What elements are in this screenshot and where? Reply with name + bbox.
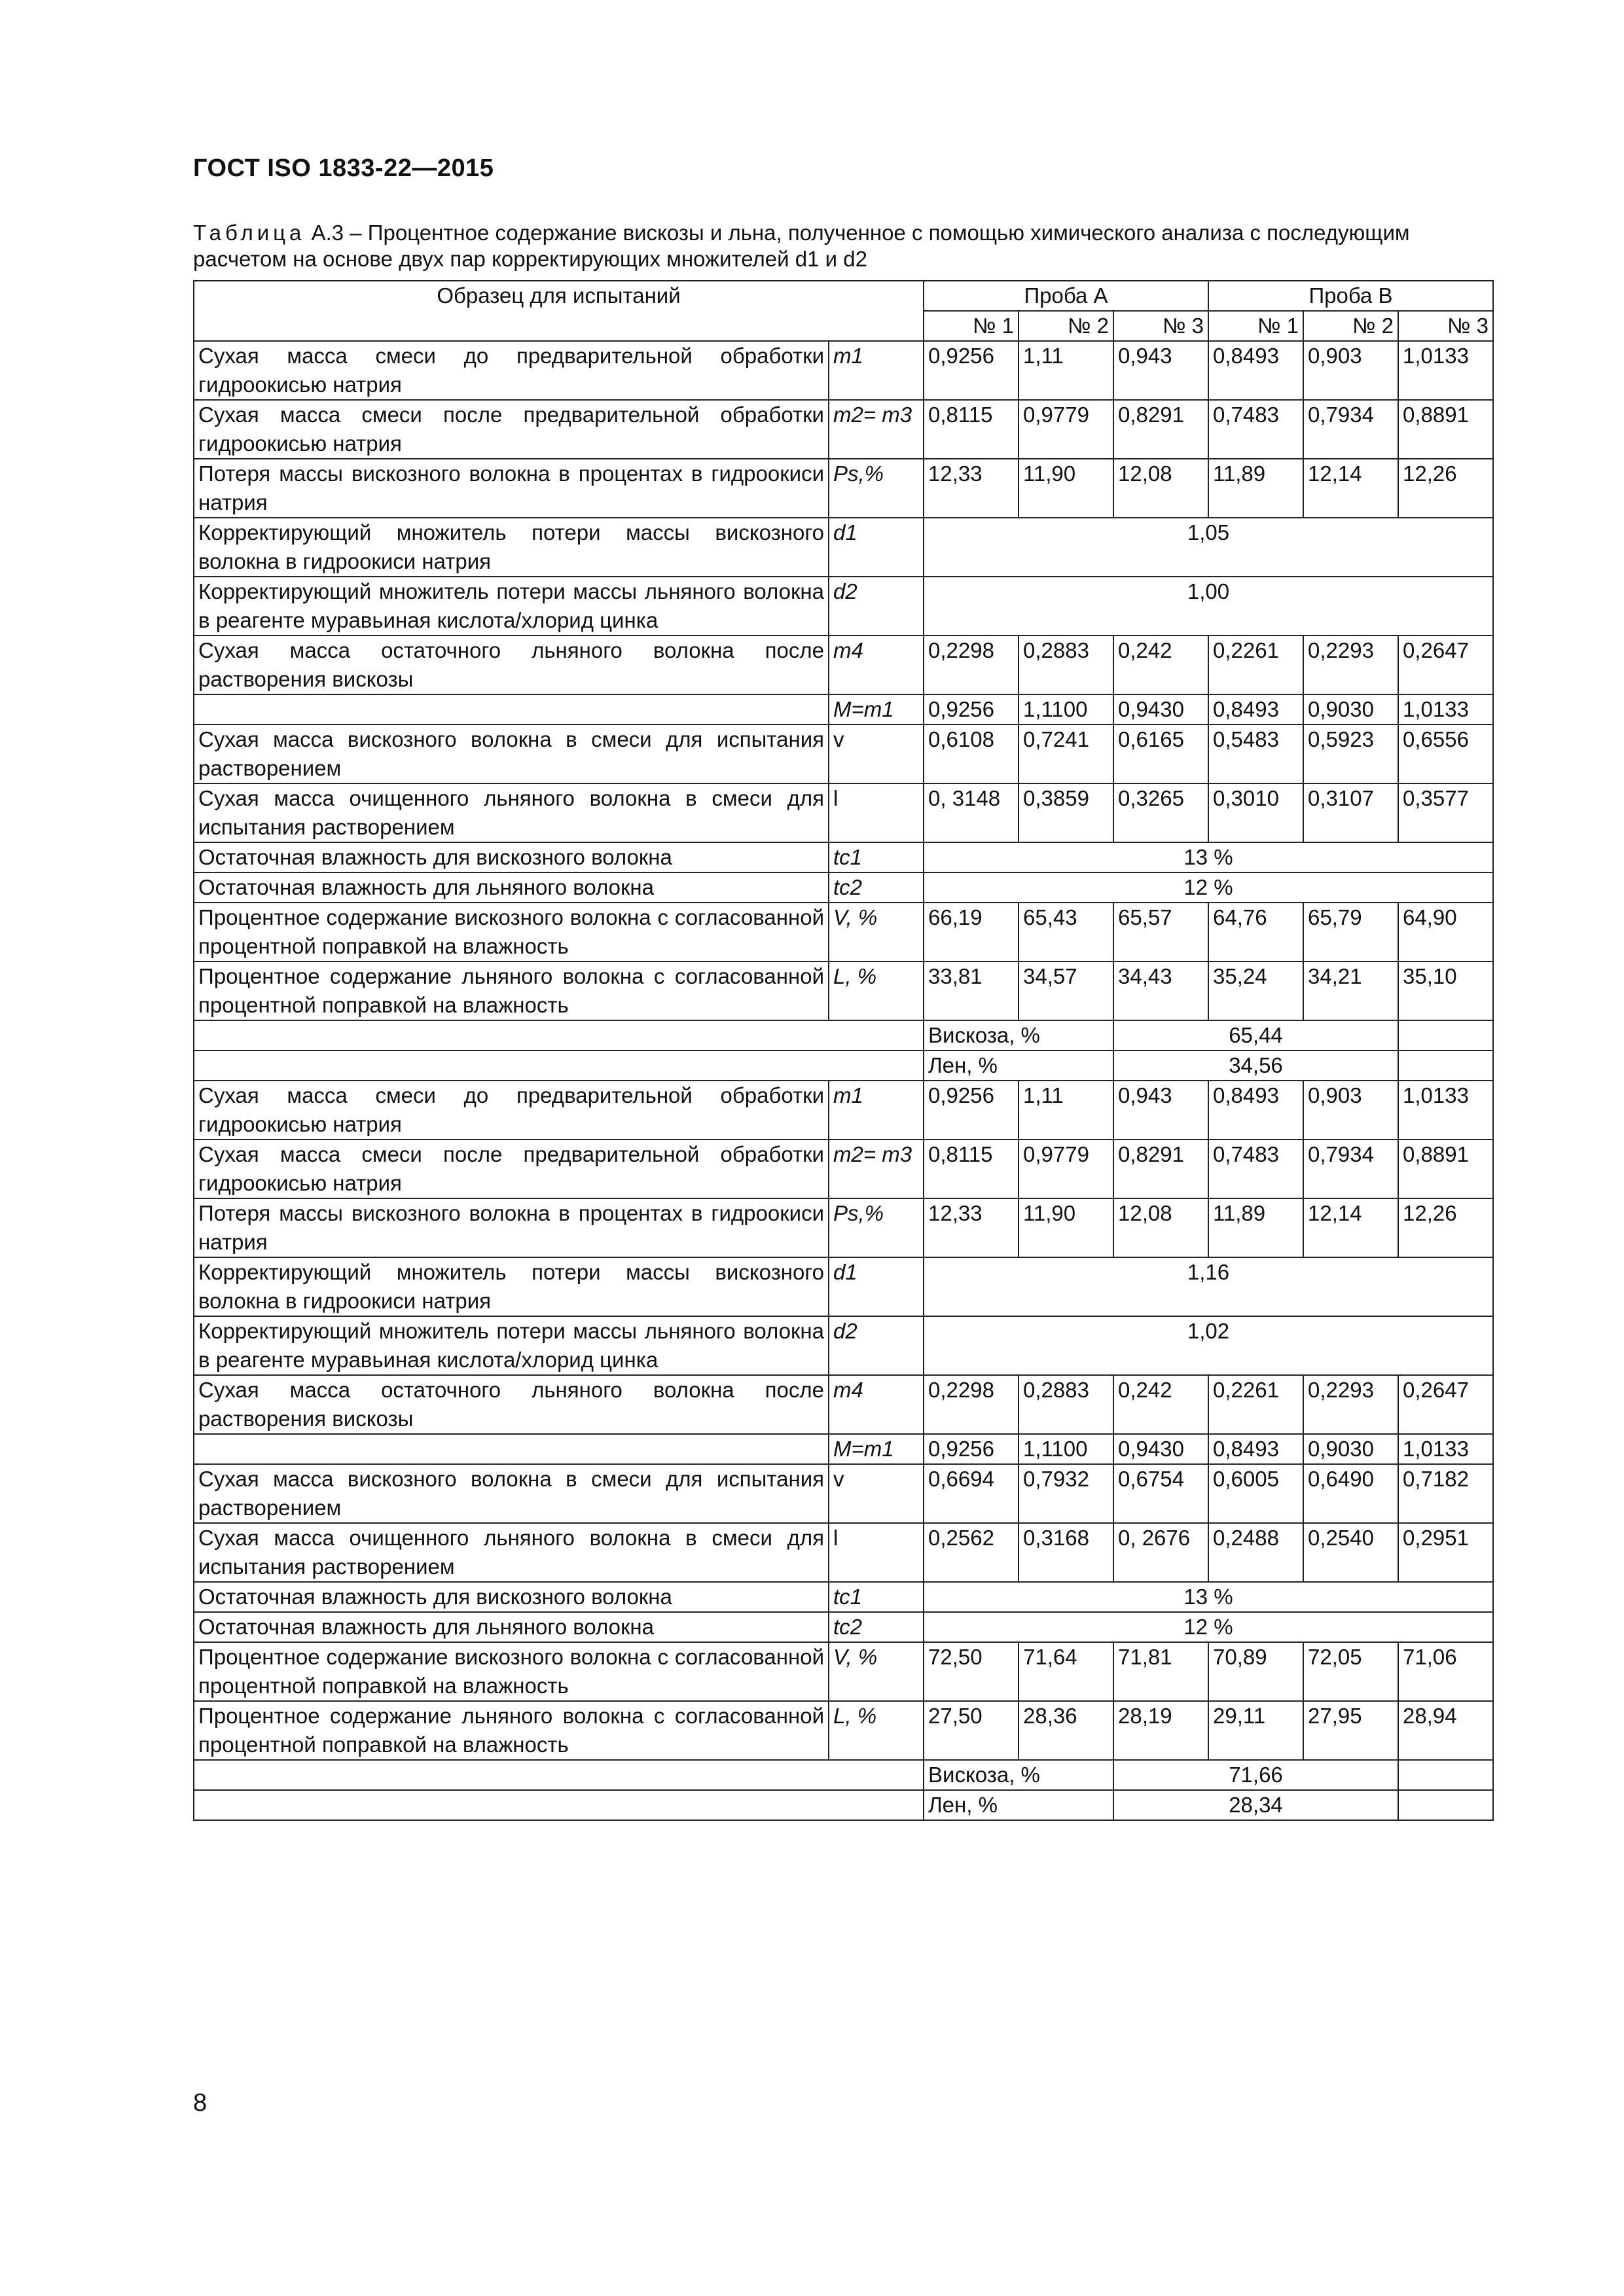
value-cell: 0,6108 <box>924 725 1019 783</box>
table-row <box>194 400 1493 459</box>
value-cell: 70,89 <box>1208 1642 1303 1701</box>
table-row <box>194 518 1493 577</box>
summary-value: 34,56 <box>1113 1050 1398 1081</box>
value-cell: 0, 2676 <box>1113 1523 1208 1582</box>
merged-value: 12 % <box>924 872 1493 903</box>
table-row <box>194 1642 1493 1701</box>
value-cell: 0,8493 <box>1208 341 1303 400</box>
value-cell: 34,43 <box>1113 961 1208 1020</box>
table-row <box>194 459 1493 518</box>
row-symbol: tc1 <box>829 842 924 872</box>
header-num: № 1 <box>924 311 1019 341</box>
value-cell: 0,7483 <box>1208 400 1303 459</box>
value-cell: 27,50 <box>924 1701 1019 1760</box>
summary-value: 28,34 <box>1113 1790 1398 1820</box>
summary-row <box>194 1760 1493 1790</box>
value-cell: 0,9256 <box>924 1434 1019 1464</box>
table-row <box>194 1523 1493 1582</box>
results-table <box>193 280 1494 1821</box>
value-cell: 0,242 <box>1113 1375 1208 1434</box>
value-cell: 0,6556 <box>1398 725 1493 783</box>
value-cell: 27,95 <box>1303 1701 1398 1760</box>
value-cell: 12,14 <box>1303 459 1398 518</box>
row-symbol: m4 <box>829 1375 924 1434</box>
row-description: Сухая масса очищенного льняного волокна в смеси для испытания растворением <box>194 783 829 842</box>
row-symbol: d1 <box>829 1257 924 1316</box>
value-cell: 12,33 <box>924 1198 1019 1257</box>
row-symbol: v <box>829 725 924 783</box>
merged-value: 12 % <box>924 1612 1493 1642</box>
value-cell: 29,11 <box>1208 1701 1303 1760</box>
value-cell: 12,26 <box>1398 459 1493 518</box>
merged-value: 1,16 <box>924 1257 1493 1316</box>
value-cell: 0,2261 <box>1208 636 1303 694</box>
value-cell: 0,943 <box>1113 341 1208 400</box>
value-cell: 12,08 <box>1113 1198 1208 1257</box>
value-cell: 1,0133 <box>1398 1081 1493 1139</box>
row-symbol: m4 <box>829 636 924 694</box>
value-cell: 0,8493 <box>1208 694 1303 725</box>
row-symbol: M=m1 <box>829 1434 924 1464</box>
summary-row <box>194 1020 1493 1050</box>
header-sample: Образец для испытаний <box>194 281 924 341</box>
value-cell: 0,2488 <box>1208 1523 1303 1582</box>
value-cell: 1,0133 <box>1398 1434 1493 1464</box>
value-cell: 0,7241 <box>1019 725 1113 783</box>
table-row <box>194 694 1493 725</box>
value-cell: 0,7934 <box>1303 400 1398 459</box>
value-cell: 0,2883 <box>1019 1375 1113 1434</box>
value-cell: 1,0133 <box>1398 341 1493 400</box>
value-cell: 0,2298 <box>924 1375 1019 1434</box>
row-symbol: M=m1 <box>829 694 924 725</box>
value-cell: 35,24 <box>1208 961 1303 1020</box>
row-symbol: tc2 <box>829 872 924 903</box>
value-cell: 1,1100 <box>1019 1434 1113 1464</box>
row-description: Сухая масса остаточного льняного волокна после растворения вискозы <box>194 636 829 694</box>
row-symbol: Ps,% <box>829 1198 924 1257</box>
row-symbol: tc2 <box>829 1612 924 1642</box>
value-cell: 0,6694 <box>924 1464 1019 1523</box>
merged-value: 13 % <box>924 1582 1493 1612</box>
row-description: Сухая масса вискозного волокна в смеси для испытания растворением <box>194 725 829 783</box>
row-symbol: l <box>829 783 924 842</box>
row-symbol: m1 <box>829 1081 924 1139</box>
value-cell: 28,19 <box>1113 1701 1208 1760</box>
table-row <box>194 636 1493 694</box>
value-cell: 0,2883 <box>1019 636 1113 694</box>
value-cell: 0,8891 <box>1398 1139 1493 1198</box>
value-cell: 12,33 <box>924 459 1019 518</box>
header-num: № 2 <box>1303 311 1398 341</box>
value-cell: 0,3010 <box>1208 783 1303 842</box>
table-row <box>194 1257 1493 1316</box>
row-description: Потеря массы вискозного волокна в процентах в гидроокиси натрия <box>194 1198 829 1257</box>
value-cell: 0,8291 <box>1113 1139 1208 1198</box>
value-cell: 0,7932 <box>1019 1464 1113 1523</box>
row-description: Процентное содержание льняного волокна с согласованной процентной поправкой на влажность <box>194 1701 829 1760</box>
value-cell: 0,7182 <box>1398 1464 1493 1523</box>
value-cell: 65,79 <box>1303 903 1398 961</box>
row-description: Корректирующий множитель потери массы вискозного волокна в гидроокиси натрия <box>194 1257 829 1316</box>
value-cell: 11,90 <box>1019 1198 1113 1257</box>
summary-trailing <box>1398 1790 1493 1820</box>
value-cell: 34,57 <box>1019 961 1113 1020</box>
value-cell: 34,21 <box>1303 961 1398 1020</box>
row-symbol: Ps,% <box>829 459 924 518</box>
summary-trailing <box>1398 1760 1493 1790</box>
row-description <box>194 694 829 725</box>
row-symbol: V, % <box>829 903 924 961</box>
value-cell: 12,08 <box>1113 459 1208 518</box>
value-cell: 0,7483 <box>1208 1139 1303 1198</box>
value-cell: 0,903 <box>1303 341 1398 400</box>
caption-text: А.3 – Процентное содержание вискозы и льна, полученное с помощью химического анализа с последующим расчетом на основе двух пар корректирующих множителей d1 и d2 <box>193 221 1410 271</box>
table-row <box>194 903 1493 961</box>
summary-label: Лен, % <box>924 1790 1113 1820</box>
row-description: Остаточная влажность для вискозного волокна <box>194 842 829 872</box>
table-caption <box>193 220 1492 272</box>
header-num: № 2 <box>1019 311 1113 341</box>
row-symbol: d1 <box>829 518 924 577</box>
value-cell: 35,10 <box>1398 961 1493 1020</box>
value-cell: 0,3577 <box>1398 783 1493 842</box>
value-cell: 0,9030 <box>1303 694 1398 725</box>
row-description: Остаточная влажность для вискозного волокна <box>194 1582 829 1612</box>
row-description: Остаточная влажность для льняного волокна <box>194 1612 829 1642</box>
value-cell: 0,943 <box>1113 1081 1208 1139</box>
value-cell: 0, 3148 <box>924 783 1019 842</box>
row-description: Корректирующий множитель потери массы льняного волокна в реагенте муравьиная кислота/хлорид цинка <box>194 1316 829 1375</box>
value-cell: 0,2562 <box>924 1523 1019 1582</box>
table-row <box>194 341 1493 400</box>
value-cell: 11,90 <box>1019 459 1113 518</box>
merged-value: 1,05 <box>924 518 1493 577</box>
value-cell: 0,8115 <box>924 1139 1019 1198</box>
table-row <box>194 1701 1493 1760</box>
row-symbol: tc1 <box>829 1582 924 1612</box>
value-cell: 72,05 <box>1303 1642 1398 1701</box>
value-cell: 64,76 <box>1208 903 1303 961</box>
header-group-a: Проба А <box>924 281 1208 311</box>
value-cell: 0,8493 <box>1208 1434 1303 1464</box>
merged-value: 1,02 <box>924 1316 1493 1375</box>
caption-label: Таблица <box>193 221 306 245</box>
row-symbol: L, % <box>829 1701 924 1760</box>
row-symbol: d2 <box>829 577 924 636</box>
row-description: Процентное содержание вискозного волокна с согласованной процентной поправкой на влажность <box>194 903 829 961</box>
row-description: Корректирующий множитель потери массы льняного волокна в реагенте муравьиная кислота/хлорид цинка <box>194 577 829 636</box>
summary-label: Вискоза, % <box>924 1020 1113 1050</box>
page-number: 8 <box>193 2089 208 2117</box>
summary-value: 65,44 <box>1113 1020 1398 1050</box>
value-cell: 0,3107 <box>1303 783 1398 842</box>
summary-label: Лен, % <box>924 1050 1113 1081</box>
value-cell: 0,2298 <box>924 636 1019 694</box>
table-row <box>194 1316 1493 1375</box>
row-description: Процентное содержание льняного волокна с согласованной процентной поправкой на влажность <box>194 961 829 1020</box>
value-cell: 1,0133 <box>1398 694 1493 725</box>
header-num: № 3 <box>1113 311 1208 341</box>
row-symbol: L, % <box>829 961 924 1020</box>
row-symbol: d2 <box>829 1316 924 1375</box>
value-cell: 0,5923 <box>1303 725 1398 783</box>
row-description: Сухая масса смеси после предварительной обработки гидроокисью натрия <box>194 1139 829 1198</box>
row-symbol: m2= m3 <box>829 400 924 459</box>
row-description: Корректирующий множитель потери массы вискозного волокна в гидроокиси натрия <box>194 518 829 577</box>
value-cell: 0,2261 <box>1208 1375 1303 1434</box>
value-cell: 0,5483 <box>1208 725 1303 783</box>
row-symbol: m2= m3 <box>829 1139 924 1198</box>
value-cell: 65,43 <box>1019 903 1113 961</box>
merged-value: 13 % <box>924 842 1493 872</box>
table-row <box>194 577 1493 636</box>
value-cell: 71,06 <box>1398 1642 1493 1701</box>
value-cell: 0,2647 <box>1398 636 1493 694</box>
value-cell: 0,8891 <box>1398 400 1493 459</box>
value-cell: 0,6165 <box>1113 725 1208 783</box>
summary-row <box>194 1050 1493 1081</box>
row-description: Сухая масса смеси до предварительной обработки гидроокисью натрия <box>194 1081 829 1139</box>
summary-blank <box>194 1020 924 1050</box>
value-cell: 0,9779 <box>1019 1139 1113 1198</box>
table-row <box>194 872 1493 903</box>
value-cell: 1,11 <box>1019 1081 1113 1139</box>
value-cell: 28,36 <box>1019 1701 1113 1760</box>
table-row <box>194 1464 1493 1523</box>
value-cell: 0,2647 <box>1398 1375 1493 1434</box>
row-description: Сухая масса смеси до предварительной обработки гидроокисью натрия <box>194 341 829 400</box>
summary-blank <box>194 1760 924 1790</box>
table-row <box>194 842 1493 872</box>
value-cell: 0,3859 <box>1019 783 1113 842</box>
value-cell: 66,19 <box>924 903 1019 961</box>
value-cell: 0,8291 <box>1113 400 1208 459</box>
table-row <box>194 1375 1493 1434</box>
value-cell: 0,242 <box>1113 636 1208 694</box>
value-cell: 0,9779 <box>1019 400 1113 459</box>
value-cell: 0,7934 <box>1303 1139 1398 1198</box>
table-row <box>194 783 1493 842</box>
value-cell: 64,90 <box>1398 903 1493 961</box>
value-cell: 28,94 <box>1398 1701 1493 1760</box>
value-cell: 1,11 <box>1019 341 1113 400</box>
value-cell: 0,9256 <box>924 341 1019 400</box>
table-row <box>194 1081 1493 1139</box>
row-description: Процентное содержание вискозного волокна с согласованной процентной поправкой на влажность <box>194 1642 829 1701</box>
row-symbol: l <box>829 1523 924 1582</box>
table-row <box>194 725 1493 783</box>
row-description: Сухая масса остаточного льняного волокна после растворения вискозы <box>194 1375 829 1434</box>
value-cell: 0,9430 <box>1113 694 1208 725</box>
summary-trailing <box>1398 1020 1493 1050</box>
value-cell: 12,26 <box>1398 1198 1493 1257</box>
value-cell: 1,1100 <box>1019 694 1113 725</box>
value-cell: 0,2540 <box>1303 1523 1398 1582</box>
summary-trailing <box>1398 1050 1493 1081</box>
summary-label: Вискоза, % <box>924 1760 1113 1790</box>
value-cell: 0,9430 <box>1113 1434 1208 1464</box>
table-row <box>194 1612 1493 1642</box>
value-cell: 0,2293 <box>1303 1375 1398 1434</box>
row-description: Остаточная влажность для льняного волокна <box>194 872 829 903</box>
table-row <box>194 961 1493 1020</box>
summary-blank <box>194 1790 924 1820</box>
document-header: ГОСТ ISO 1833-22—2015 <box>193 154 494 182</box>
row-symbol: m1 <box>829 341 924 400</box>
row-description <box>194 1434 829 1464</box>
value-cell: 71,64 <box>1019 1642 1113 1701</box>
row-description: Сухая масса вискозного волокна в смеси для испытания растворением <box>194 1464 829 1523</box>
table-row <box>194 1198 1493 1257</box>
value-cell: 0,3168 <box>1019 1523 1113 1582</box>
value-cell: 0,9256 <box>924 694 1019 725</box>
value-cell: 12,14 <box>1303 1198 1398 1257</box>
row-symbol: V, % <box>829 1642 924 1701</box>
row-description: Потеря массы вискозного волокна в процентах в гидроокиси натрия <box>194 459 829 518</box>
table-row <box>194 1139 1493 1198</box>
value-cell: 0,6490 <box>1303 1464 1398 1523</box>
summary-blank <box>194 1050 924 1081</box>
header-num: № 3 <box>1398 311 1493 341</box>
header-group-b: Проба В <box>1208 281 1493 311</box>
value-cell: 0,6005 <box>1208 1464 1303 1523</box>
value-cell: 0,3265 <box>1113 783 1208 842</box>
row-description: Сухая масса очищенного льняного волокна в смеси для испытания растворением <box>194 1523 829 1582</box>
value-cell: 0,9256 <box>924 1081 1019 1139</box>
value-cell: 11,89 <box>1208 459 1303 518</box>
value-cell: 33,81 <box>924 961 1019 1020</box>
value-cell: 0,6754 <box>1113 1464 1208 1523</box>
value-cell: 0,8493 <box>1208 1081 1303 1139</box>
value-cell: 72,50 <box>924 1642 1019 1701</box>
table-row <box>194 1434 1493 1464</box>
merged-value: 1,00 <box>924 577 1493 636</box>
value-cell: 0,903 <box>1303 1081 1398 1139</box>
row-symbol: v <box>829 1464 924 1523</box>
table-header-row <box>194 281 1493 311</box>
value-cell: 0,8115 <box>924 400 1019 459</box>
value-cell: 0,2951 <box>1398 1523 1493 1582</box>
value-cell: 11,89 <box>1208 1198 1303 1257</box>
summary-value: 71,66 <box>1113 1760 1398 1790</box>
header-num: № 1 <box>1208 311 1303 341</box>
value-cell: 0,9030 <box>1303 1434 1398 1464</box>
value-cell: 65,57 <box>1113 903 1208 961</box>
table-row <box>194 1582 1493 1612</box>
value-cell: 0,2293 <box>1303 636 1398 694</box>
value-cell: 71,81 <box>1113 1642 1208 1701</box>
row-description: Сухая масса смеси после предварительной обработки гидроокисью натрия <box>194 400 829 459</box>
summary-row <box>194 1790 1493 1820</box>
